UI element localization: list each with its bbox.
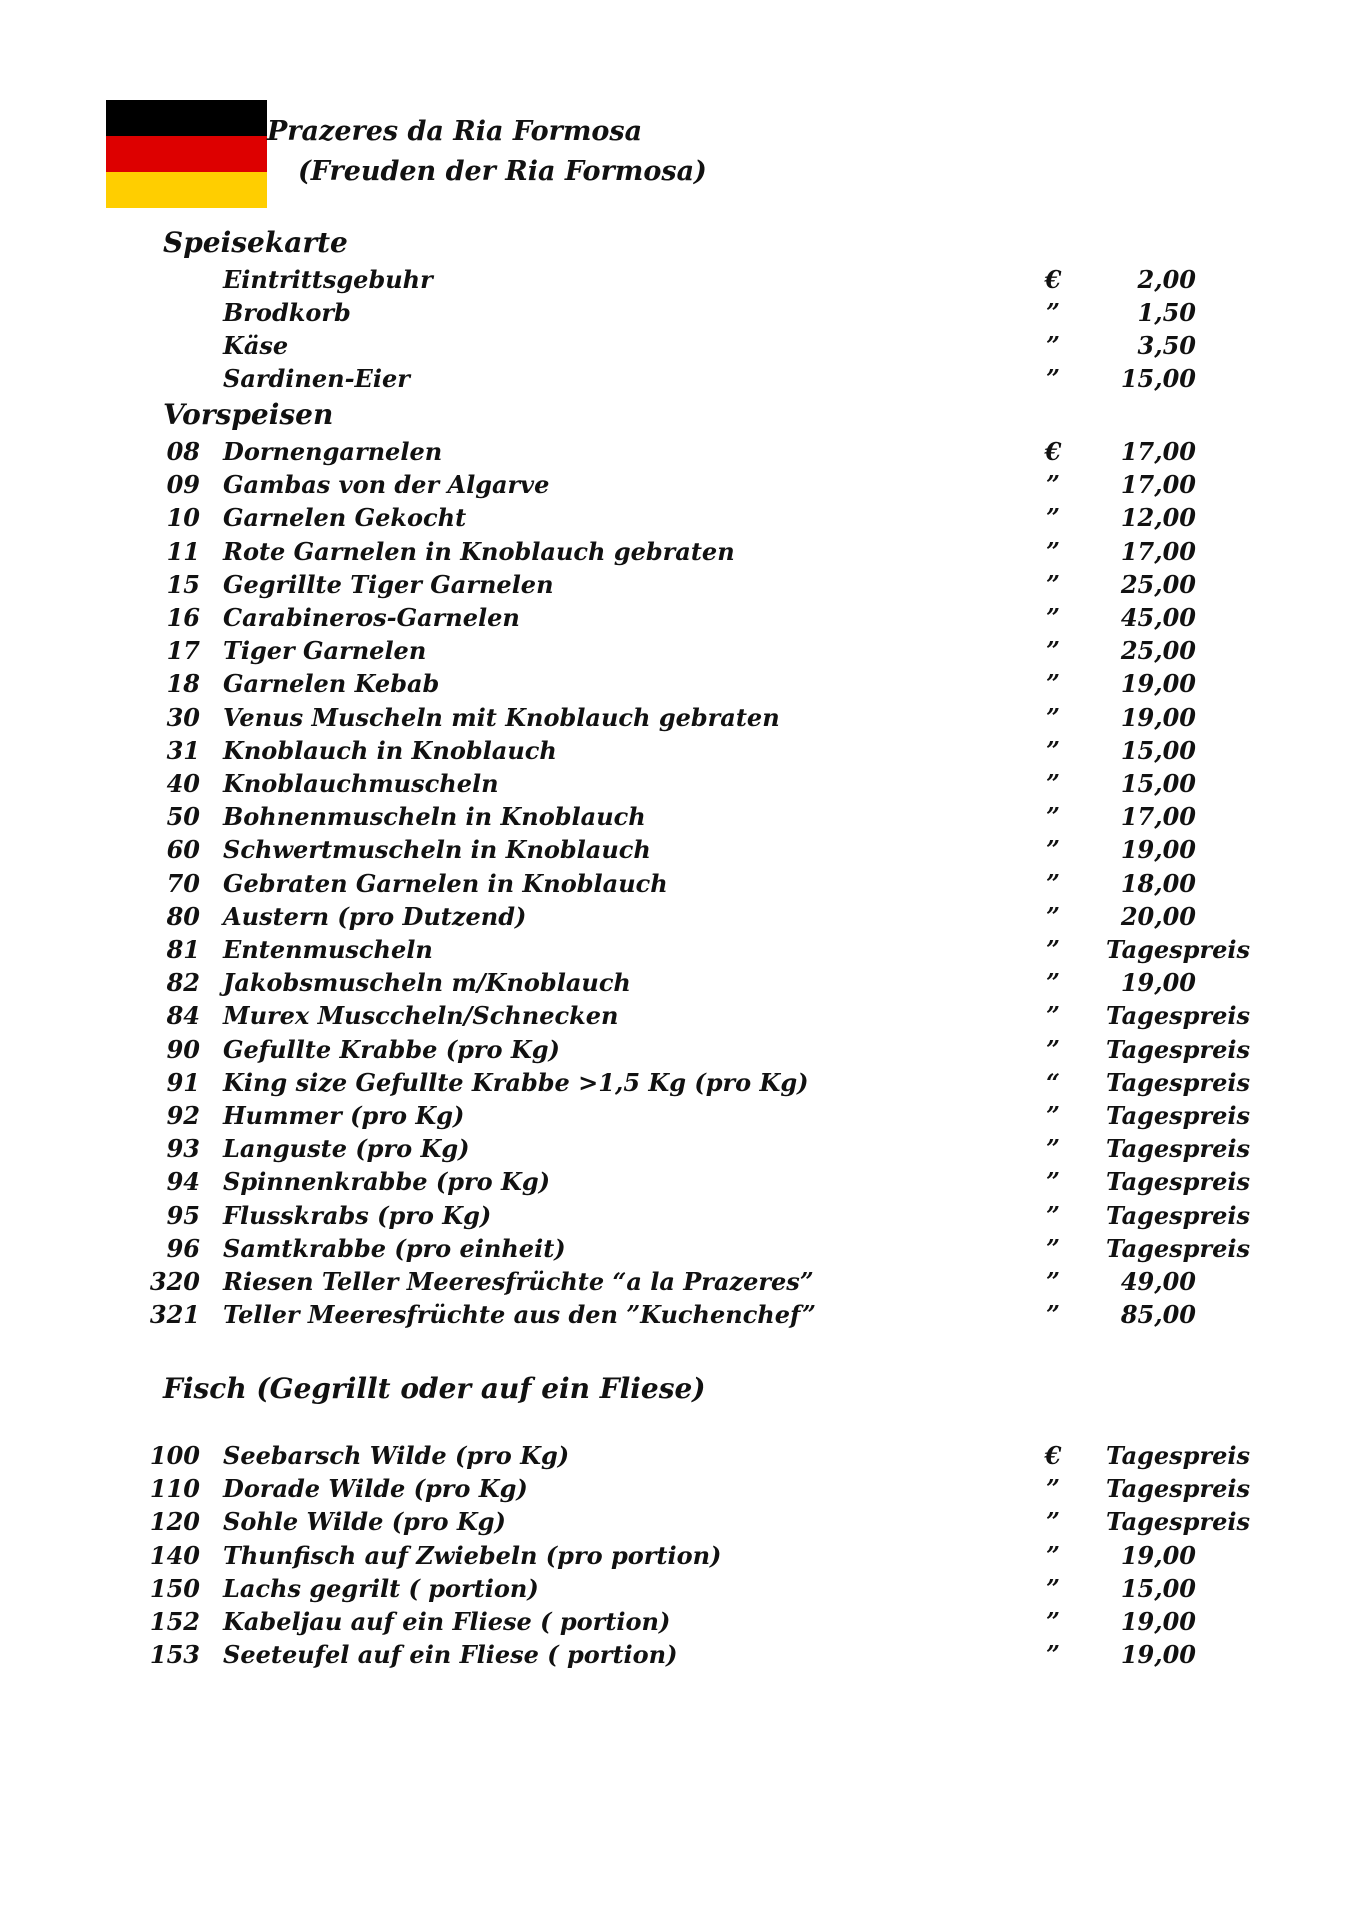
item-number: 16 xyxy=(166,603,200,632)
flag-stripe-red xyxy=(106,136,267,172)
item-currency: ” xyxy=(1046,298,1060,327)
item-number: 92 xyxy=(166,1101,200,1130)
item-name: Garnelen Gekocht xyxy=(223,503,467,533)
menu-item-row xyxy=(0,703,1358,733)
section-heading-vorspeisen: Vorspeisen xyxy=(163,398,334,431)
item-name: Gegrillte Tiger Garnelen xyxy=(223,569,554,599)
item-number: 11 xyxy=(166,536,200,566)
menu-item-row xyxy=(0,1441,1358,1471)
item-number: 80 xyxy=(166,901,200,931)
item-price: 19,00 xyxy=(1120,835,1196,865)
menu-item-row xyxy=(0,437,1358,467)
item-currency: ” xyxy=(1046,1507,1060,1537)
menu-item-row xyxy=(0,736,1358,766)
item-currency: ” xyxy=(1046,835,1060,865)
item-name: Rote Garnelen in Knoblauch gebraten xyxy=(223,536,735,566)
item-currency: ” xyxy=(1046,536,1060,566)
item-name: Dorade Wilde (pro Kg) xyxy=(223,1474,528,1504)
item-price: 1,50 xyxy=(1137,298,1196,327)
item-currency: ” xyxy=(1046,868,1060,898)
item-currency: ” xyxy=(1046,1233,1060,1263)
item-number: 152 xyxy=(149,1607,200,1636)
item-number: 08 xyxy=(166,437,200,466)
item-name: Schwertmuscheln in Knoblauch xyxy=(223,835,651,865)
menu-item-row xyxy=(0,869,1358,899)
item-price: Tagespreis xyxy=(1106,1200,1250,1230)
item-price: 25,00 xyxy=(1120,569,1196,599)
german-flag xyxy=(106,100,267,208)
menu-item-row xyxy=(0,935,1358,965)
item-name: Lachs gegrilt ( portion) xyxy=(223,1573,539,1603)
item-number: 10 xyxy=(166,503,200,533)
menu-item-row xyxy=(0,603,1358,633)
item-name: Tiger Garnelen xyxy=(223,636,427,666)
item-name: King size Gefullte Krabbe >1,5 Kg (pro Kg) xyxy=(223,1067,809,1097)
item-name: Carabineros-Garnelen xyxy=(223,603,520,632)
menu-item-row xyxy=(0,1001,1358,1031)
item-currency: ” xyxy=(1046,636,1060,666)
item-name: Teller Meeresfrüchte aus den ”Kuchenchef” xyxy=(223,1300,816,1330)
section-heading-fisch: Fisch (Gegrillt oder auf ein Fliese) xyxy=(163,1372,706,1405)
item-number: 150 xyxy=(149,1573,200,1603)
item-currency: ” xyxy=(1046,1001,1060,1031)
item-currency: € xyxy=(1044,437,1062,466)
item-name: Sohle Wilde (pro Kg) xyxy=(223,1507,506,1537)
item-name: Austern (pro Dutzend) xyxy=(223,901,527,931)
item-number: 96 xyxy=(166,1233,200,1263)
item-name: Samtkrabbe (pro einheit) xyxy=(223,1233,566,1263)
item-number: 320 xyxy=(149,1267,200,1296)
item-number: 140 xyxy=(149,1540,200,1570)
menu-item-row xyxy=(0,1607,1358,1637)
menu-item-row xyxy=(0,470,1358,500)
item-currency: € xyxy=(1044,1441,1062,1470)
item-number: 17 xyxy=(166,636,200,666)
item-number: 321 xyxy=(149,1300,200,1330)
item-price: Tagespreis xyxy=(1106,1167,1250,1197)
item-currency: ” xyxy=(1046,735,1060,765)
item-price: 19,00 xyxy=(1120,1607,1196,1636)
menu-item-row xyxy=(0,1101,1358,1131)
item-name: Venus Muscheln mit Knoblauch gebraten xyxy=(223,702,780,732)
item-name: Seeteufel auf ein Fliese ( portion) xyxy=(223,1640,678,1670)
menu-item-row xyxy=(0,1300,1358,1330)
item-price: Tagespreis xyxy=(1106,1441,1250,1470)
menu-item-row xyxy=(0,570,1358,600)
menu-item-row xyxy=(0,537,1358,567)
item-price: 17,00 xyxy=(1120,802,1196,832)
item-name: Languste (pro Kg) xyxy=(223,1134,470,1164)
item-name: Brodkorb xyxy=(223,298,351,327)
menu-item-row xyxy=(0,503,1358,533)
section-heading-speisekarte: Speisekarte xyxy=(163,226,348,259)
menu-item-row xyxy=(0,669,1358,699)
item-currency: ” xyxy=(1046,968,1060,998)
item-currency: ” xyxy=(1046,802,1060,832)
item-currency: ” xyxy=(1046,1267,1060,1296)
item-number: 93 xyxy=(166,1134,200,1164)
menu-item-row xyxy=(0,364,1358,394)
item-number: 81 xyxy=(166,935,200,964)
item-currency: ” xyxy=(1046,901,1060,931)
item-number: 110 xyxy=(149,1474,200,1504)
item-name: Kabeljau auf ein Fliese ( portion) xyxy=(223,1607,671,1636)
item-currency: ” xyxy=(1046,603,1060,632)
item-price: Tagespreis xyxy=(1106,1001,1250,1031)
item-name: Käse xyxy=(223,331,289,360)
item-price: 25,00 xyxy=(1120,636,1196,666)
item-name: Gefullte Krabbe (pro Kg) xyxy=(223,1034,560,1064)
menu-item-row xyxy=(0,835,1358,865)
menu-item-row xyxy=(0,1574,1358,1604)
item-name: Gambas von der Algarve xyxy=(223,470,550,500)
menu-item-row xyxy=(0,298,1358,328)
item-name: Spinnenkrabbe (pro Kg) xyxy=(223,1167,550,1197)
menu-item-row xyxy=(0,1474,1358,1504)
item-price: 45,00 xyxy=(1120,603,1196,632)
item-number: 50 xyxy=(166,802,200,832)
item-name: Hummer (pro Kg) xyxy=(223,1101,465,1130)
item-price: 19,00 xyxy=(1120,1540,1196,1570)
menu-item-row xyxy=(0,968,1358,998)
menu-item-row xyxy=(0,1035,1358,1065)
item-number: 120 xyxy=(149,1507,200,1537)
menu-item-row xyxy=(0,1267,1358,1297)
item-price: 2,00 xyxy=(1137,265,1196,294)
item-price: 19,00 xyxy=(1120,669,1196,699)
item-currency: ” xyxy=(1046,331,1060,360)
item-currency: ” xyxy=(1046,1101,1060,1130)
item-number: 40 xyxy=(166,769,200,798)
item-name: Sardinen-Eier xyxy=(223,364,410,393)
menu-item-row xyxy=(0,636,1358,666)
item-number: 70 xyxy=(166,868,200,898)
item-currency: ” xyxy=(1046,1540,1060,1570)
item-price: 17,00 xyxy=(1120,536,1196,566)
item-currency: ” xyxy=(1046,503,1060,533)
item-name: Seebarsch Wilde (pro Kg) xyxy=(223,1441,570,1470)
item-number: 82 xyxy=(166,968,200,998)
menu-item-row xyxy=(0,1201,1358,1231)
item-price: 20,00 xyxy=(1120,901,1196,931)
menu-item-row xyxy=(0,1640,1358,1670)
item-currency: ” xyxy=(1046,364,1060,393)
item-name: Garnelen Kebab xyxy=(223,669,440,699)
item-number: 18 xyxy=(166,669,200,699)
item-number: 31 xyxy=(166,735,200,765)
item-price: 18,00 xyxy=(1120,868,1196,898)
item-price: 15,00 xyxy=(1120,769,1196,798)
item-currency: ” xyxy=(1046,769,1060,798)
menu-item-row xyxy=(0,902,1358,932)
item-price: 17,00 xyxy=(1120,437,1196,466)
menu-item-row xyxy=(0,1134,1358,1164)
menu-item-row xyxy=(0,1234,1358,1264)
item-currency: ” xyxy=(1046,1300,1060,1330)
item-currency: ” xyxy=(1046,1573,1060,1603)
item-currency: ” xyxy=(1046,569,1060,599)
item-currency: ” xyxy=(1046,470,1060,500)
item-price: Tagespreis xyxy=(1106,1474,1250,1504)
item-currency: ” xyxy=(1046,702,1060,732)
item-price: Tagespreis xyxy=(1106,1101,1250,1130)
item-number: 95 xyxy=(166,1200,200,1230)
item-price: 49,00 xyxy=(1120,1267,1196,1296)
item-currency: ” xyxy=(1046,1640,1060,1670)
menu-item-row xyxy=(0,1507,1358,1537)
item-number: 153 xyxy=(149,1640,200,1670)
restaurant-subtitle: (Freuden der Ria Formosa) xyxy=(298,156,707,187)
item-price: Tagespreis xyxy=(1106,1507,1250,1537)
item-name: Murex Musccheln/Schnecken xyxy=(223,1001,619,1031)
item-price: Tagespreis xyxy=(1106,1067,1250,1097)
item-price: 19,00 xyxy=(1120,968,1196,998)
menu-item-row xyxy=(0,802,1358,832)
item-currency: ” xyxy=(1046,1134,1060,1164)
item-name: Flusskrabs (pro Kg) xyxy=(223,1200,492,1230)
item-name: Entenmuscheln xyxy=(223,935,433,964)
item-number: 90 xyxy=(166,1034,200,1064)
item-price: 19,00 xyxy=(1120,1640,1196,1670)
item-price: 15,00 xyxy=(1120,1573,1196,1603)
restaurant-title: Prazeres da Ria Formosa xyxy=(267,116,643,147)
item-name: Knoblauchmuscheln xyxy=(223,769,499,798)
menu-item-row xyxy=(0,265,1358,295)
item-name: Riesen Teller Meeresfrüchte “a la Prazeres” xyxy=(223,1267,814,1296)
item-price: Tagespreis xyxy=(1106,1233,1250,1263)
item-name: Jakobsmuscheln m/Knoblauch xyxy=(223,968,631,998)
menu-item-row xyxy=(0,769,1358,799)
item-number: 15 xyxy=(166,569,200,599)
item-price: 17,00 xyxy=(1120,470,1196,500)
menu-item-row xyxy=(0,1541,1358,1571)
item-currency: “ xyxy=(1046,1067,1060,1097)
item-price: 19,00 xyxy=(1120,702,1196,732)
menu-item-row xyxy=(0,1068,1358,1098)
item-number: 60 xyxy=(166,835,200,865)
flag-stripe-black xyxy=(106,100,267,136)
item-number: 30 xyxy=(166,702,200,732)
item-currency: ” xyxy=(1046,1200,1060,1230)
item-number: 100 xyxy=(149,1441,200,1470)
item-name: Knoblauch in Knoblauch xyxy=(223,735,557,765)
item-currency: ” xyxy=(1046,1474,1060,1504)
item-price: 15,00 xyxy=(1120,364,1196,393)
item-currency: ” xyxy=(1046,935,1060,964)
item-currency: ” xyxy=(1046,669,1060,699)
item-currency: ” xyxy=(1046,1034,1060,1064)
item-price: Tagespreis xyxy=(1106,1034,1250,1064)
item-name: Eintrittsgebuhr xyxy=(223,265,433,294)
item-price: Tagespreis xyxy=(1106,935,1250,964)
item-number: 09 xyxy=(166,470,200,500)
item-price: 3,50 xyxy=(1137,331,1196,360)
item-price: Tagespreis xyxy=(1106,1134,1250,1164)
menu-item-row xyxy=(0,331,1358,361)
item-price: 15,00 xyxy=(1120,735,1196,765)
item-name: Gebraten Garnelen in Knoblauch xyxy=(223,868,668,898)
item-name: Thunfisch auf Zwiebeln (pro portion) xyxy=(223,1540,722,1570)
item-name: Bohnenmuscheln in Knoblauch xyxy=(223,802,646,832)
item-number: 91 xyxy=(166,1067,200,1097)
item-price: 85,00 xyxy=(1120,1300,1196,1330)
menu-item-row xyxy=(0,1167,1358,1197)
item-name: Dornengarnelen xyxy=(223,437,443,466)
item-number: 94 xyxy=(166,1167,200,1197)
item-currency: ” xyxy=(1046,1167,1060,1197)
item-number: 84 xyxy=(166,1001,200,1031)
item-currency: € xyxy=(1044,265,1062,294)
flag-stripe-gold xyxy=(106,172,267,208)
item-price: 12,00 xyxy=(1120,503,1196,533)
item-currency: ” xyxy=(1046,1607,1060,1636)
